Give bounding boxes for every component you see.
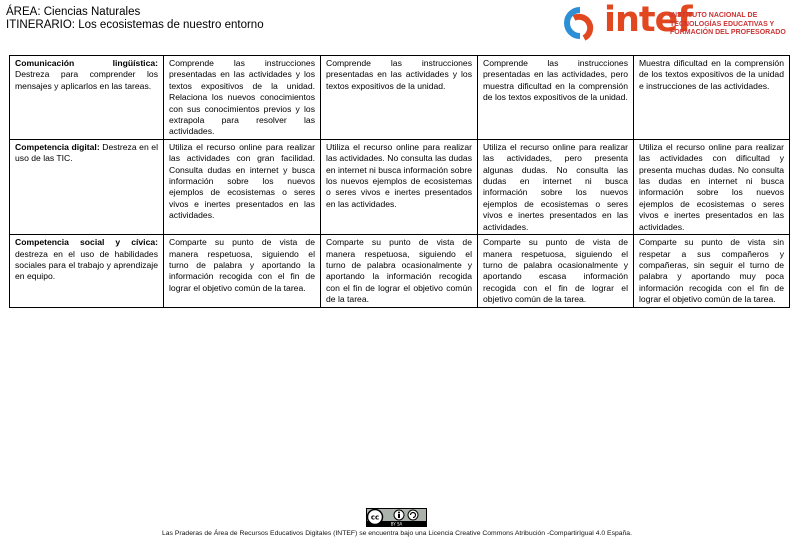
intef-logo [560, 0, 790, 46]
rubric-table [9, 55, 790, 308]
table-row [10, 139, 790, 234]
cc-by-sa-badge[interactable] [366, 508, 427, 527]
intef-wordmark: intef [604, 0, 692, 40]
level-cell: Comprende las instrucciones presentadas en las actividades y los textos expositivos de la unidad. Relaciona los nuevos conocimientos con sus conocimientos previos y los extrapola para resolver las actividades. [164, 56, 321, 140]
criterion-cell: Competencia digital: Destreza en el uso de las TIC. [10, 139, 164, 234]
intef-logo-mark [560, 4, 602, 44]
level-cell: Comparte su punto de vista de manera respetuosa, siguiendo el turno de palabra ocasionalmente y aportando escasa información recogida con el fin de lograr el objetivo común de la tarea. [478, 235, 634, 307]
svg-text:cc: cc [370, 513, 380, 522]
level-cell: Utiliza el recurso online para realizar las actividades. No consulta las dudas en internet ni busca información sobre los nuevos ejemplos de ecosistemas o seres vivos e inertes presentados en las actividades. [321, 139, 478, 234]
area-label: ÁREA: Ciencias Naturales [6, 6, 141, 18]
level-cell: Utiliza el recurso online para realizar las actividades, pero presenta algunas dudas. No consulta las dudas en internet ni busca información sobre los nuevos ejemplos de ecosistemas o seres vivos e inertes presentados en las actividades. [478, 139, 634, 234]
level-cell: Comparte su punto de vista de manera respetuosa, siguiendo el turno de palabra ocasionalmente y aportando la información recogida con el fin de lograr el objetivo común de la tarea. [321, 235, 478, 307]
criterion-cell: Comunicación lingüística: Destreza para comprender los mensajes y aplicarlos en las tareas. [10, 56, 164, 140]
level-cell: Utiliza el recurso online para realizar las actividades con gran facilidad. Consulta dudas en internet y busca información sobre los nuevos ejemplos de ecosistemas o seres vivos e inertes presentados en las actividades. [164, 139, 321, 234]
license-text: Las Praderas de Área de Recursos Educativos Digitales (INTEF) se encuentra bajo una Licencia Creative Commons Atribución -CompartirIgual 4.0 España. [162, 530, 632, 537]
intef-subtitle: INSTITUTO NACIONAL DE TECNOLOGÍAS EDUCATIVAS Y FORMACIÓN DEL PROFESORADO [670, 12, 786, 36]
level-cell: Comprende las instrucciones presentadas en las actividades, pero muestra dificultad en la comprensión de los textos expositivos de la unidad. [478, 56, 634, 140]
level-cell: Comprende las instrucciones presentadas en las actividades y los textos expositivos de la unidad. [321, 56, 478, 140]
level-cell: Utiliza el recurso online para realizar las actividades con dificultad y presenta muchas dudas. No consulta las dudas en internet ni busca información sobre los nuevos ejemplos de ecosistemas o seres vivos e inertes presentados en las actividades. [634, 139, 790, 234]
criterion-cell: Competencia social y cívica: destreza en el uso de habilidades sociales para el trabajo y aprendizaje en equipo. [10, 235, 164, 307]
level-cell: Comparte su punto de vista sin respetar a sus compañeros y compañeras, sin seguir el turno de palabra y aportando muy poca información recogida con el fin de lograr el objetivo común de la tarea. [634, 235, 790, 307]
svg-text:BY SA: BY SA [390, 521, 403, 527]
level-cell: Muestra dificultad en la comprensión de los textos expositivos de la unidad e instrucciones de las actividades. [634, 56, 790, 140]
table-row [10, 235, 790, 307]
itinerary-label: ITINERARIO: Los ecosistemas de nuestro entorno [6, 19, 264, 31]
level-cell: Comparte su punto de vista de manera respetuosa, siguiendo el turno de palabra y aportando la información recogida con el fin de lograr el objetivo común de la tarea. [164, 235, 321, 307]
table-row [10, 56, 790, 140]
document-header [6, 6, 264, 32]
